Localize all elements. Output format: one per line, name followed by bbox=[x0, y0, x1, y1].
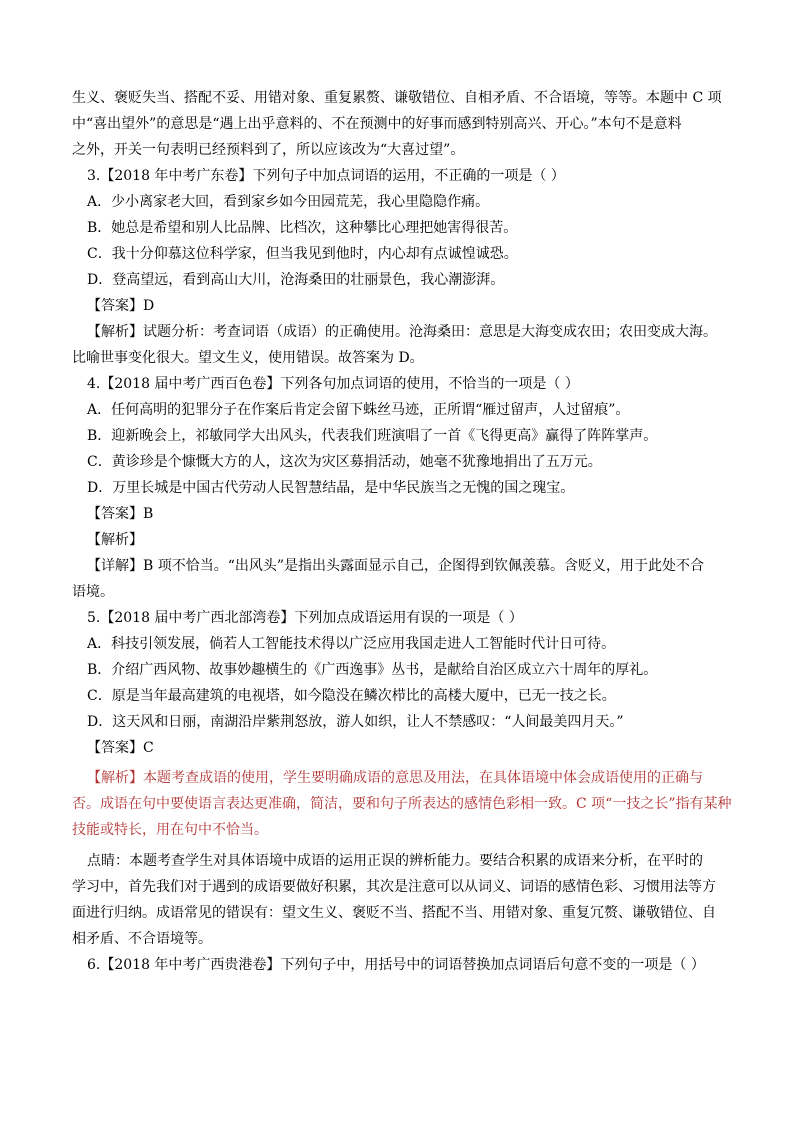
question-5-comment: 点睛：本题考查学生对具体语境中成语的运用正误的辨析能力。要结合积累的成语来分析，在平时的 bbox=[87, 853, 703, 869]
question-4-detail: 语境。 bbox=[72, 584, 114, 600]
question-3-analysis: 【解析】试题分析：考查词语（成语）的正确使用。沧海桑田：意思是大海变成农田；农田变成大海。 bbox=[87, 324, 717, 340]
question-5-comment: 相矛盾、不合语境等。 bbox=[72, 931, 212, 947]
question-4-answer: 【答案】B bbox=[87, 506, 154, 522]
intro-line: 之外，开关一句表明已经预料到了，所以应该改为“大喜过望”。 bbox=[72, 142, 465, 158]
question-3-option-b: B．她总是希望和别人比品牌、比档次，这种攀比心理把她害得很苦。 bbox=[87, 220, 518, 236]
question-5-stem: 5.【2018 届中考广西北部湾卷】下列加点成语运用有误的一项是（ ） bbox=[87, 610, 523, 626]
question-5-option-c: C．原是当年最高建筑的电视塔，如今隐没在鳞次栉比的高楼大厦中，已无一技之长。 bbox=[87, 688, 616, 704]
question-3-answer: 【答案】D bbox=[87, 298, 155, 314]
question-4-detail: 【详解】B 项不恰当。“出风头”是指出头露面显示自己，企图得到钦佩羡慕。含贬义，用于此处不合 bbox=[87, 558, 705, 574]
question-5-option-b: B．介绍广西风物、故事妙趣横生的《广西逸事》丛书，是献给自治区成立六十周年的厚礼。 bbox=[87, 662, 658, 678]
intro-line: 生义、褒贬失当、搭配不妥、用错对象、重复累赘、谦敬错位、自相矛盾、不合语境，等等。本题中 C 项 bbox=[72, 90, 722, 106]
question-5-comment: 面进行归纳。成语常见的错误有：望文生义、褒贬不当、搭配不当、用错对象、重复冗赘、谦敬错位、自 bbox=[72, 905, 716, 921]
question-5-answer: 【答案】C bbox=[87, 740, 154, 756]
question-4-option-c: C．黄诊珍是个慷慨大方的人，这次为灾区募捐活动，她毫不犹豫地捐出了五万元。 bbox=[87, 454, 602, 470]
document-page bbox=[72, 88, 732, 976]
question-4-stem: 4.【2018 届中考广西百色卷】下列各句加点词语的使用，不恰当的一项是（ ） bbox=[87, 376, 579, 392]
question-6-stem: 6.【2018 年中考广西贵港卷】下列句子中，用括号中的词语替换加点词语后句意不变的一项是（ ） bbox=[87, 957, 705, 973]
question-5-analysis: 技能或特长，用在句中不恰当。 bbox=[72, 822, 268, 838]
question-3-option-d: D．登高望远，看到高山大川，沧海桑田的壮丽景色，我心潮澎湃。 bbox=[87, 272, 505, 288]
question-5-option-a: A．科技引领发展，倘若人工智能技术得以广泛应用我国走进人工智能时代计日可待。 bbox=[87, 636, 616, 652]
question-3-option-a: A．少小离家老大回，看到家乡如今田园荒芜，我心里隐隐作痛。 bbox=[87, 194, 490, 210]
question-3-stem: 3.【2018 年中考广东卷】下列句子中加点词语的运用，不正确的一项是（ ） bbox=[87, 168, 565, 184]
question-4-option-b: B．迎新晚会上，祁敏同学大出风头，代表我们班演唱了一首《飞得更高》赢得了阵阵掌声。 bbox=[87, 428, 658, 444]
question-4-analysis-label: 【解析】 bbox=[87, 532, 143, 548]
question-5-analysis: 否。成语在句中要使语言表达更准确，简洁，要和句子所表达的感情色彩相一致。C 项“一技之长”指有某种 bbox=[72, 796, 732, 812]
question-4-option-a: A．任何高明的犯罪分子在作案后肯定会留下蛛丝马迹，正所谓“雁过留声，人过留痕”。 bbox=[87, 402, 630, 418]
intro-line: 中“喜出望外”的意思是“遇上出乎意料的、不在预测中的好事而感到特别高兴、开心。”本句不是意料 bbox=[72, 116, 682, 132]
question-5-option-d: D．这天风和日丽，南湖沿岸紫荆怒放，游人如织，让人不禁感叹：“人间最美四月天。” bbox=[87, 714, 624, 730]
question-3-option-c: C．我十分仰慕这位科学家，但当我见到他时，内心却有点诚惶诚恐。 bbox=[87, 246, 518, 262]
question-3-analysis: 比喻世事变化很大。望文生义，使用错误。故答案为 D。 bbox=[72, 350, 424, 366]
question-5-analysis: 【解析】本题考查成语的使用，学生要明确成语的意思及用法，在具体语境中体会成语使用的正确与 bbox=[87, 770, 703, 786]
question-4-option-d: D．万里长城是中国古代劳动人民智慧结晶，是中华民族当之无愧的国之瑰宝。 bbox=[87, 480, 575, 496]
question-5-comment: 学习中，首先我们对于遇到的成语要做好积累，其次是注意可以从词义、词语的感情色彩、习惯用法等方 bbox=[72, 879, 716, 895]
